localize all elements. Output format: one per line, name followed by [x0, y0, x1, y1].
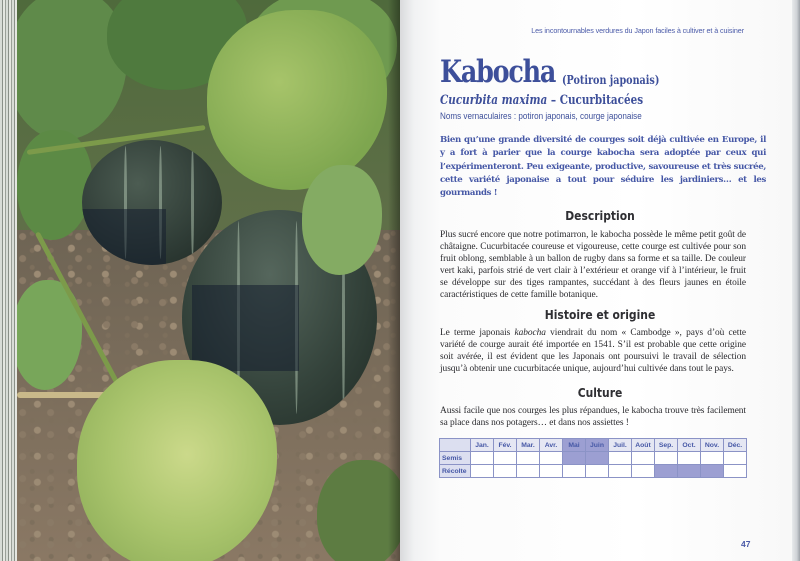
title-block [440, 54, 660, 90]
kabocha-photo [17, 0, 400, 561]
page-title: Kabocha [440, 54, 556, 90]
calendar-cell [655, 452, 678, 465]
calendar-cell [678, 452, 701, 465]
species-name: Cucurbita maxima [440, 93, 548, 108]
page-edges-right [792, 0, 800, 561]
calendar-cell-active [563, 452, 586, 465]
calendar-row-recolte [440, 465, 747, 478]
calendar-cell [701, 452, 724, 465]
calendar-cell [609, 452, 632, 465]
section-title-description: Description [565, 208, 635, 223]
calendar-cell [724, 465, 747, 478]
calendar-cell [724, 452, 747, 465]
leaf [77, 360, 277, 561]
row-label-semis: Semis [440, 452, 471, 465]
month-header: Juil. [609, 439, 632, 452]
calendar-cell [632, 452, 655, 465]
intro-paragraph: Bien qu’une grande diversité de courges soit déjà cultivée en Europe, il y a fort à parier que la courge kabocha sera adoptée par ceux qui l’expérimenteront. Peu exigeante, productive, savoureuse et très sucrée, cette variété japonaise a tout pour séduire les jardiniers… et les gourmands ! [440, 135, 766, 199]
running-head: Les incontournables verdures du Japon faciles à cultiver et à cuisiner [531, 26, 744, 35]
calendar-cell [471, 465, 494, 478]
page-edges-left [0, 0, 17, 561]
calendar-cell [563, 465, 586, 478]
history-text-italic: kabocha [514, 328, 546, 338]
vine-stem [17, 392, 107, 398]
calendar-cell [632, 465, 655, 478]
calendar-cell-active [655, 465, 678, 478]
calendar-cell [494, 452, 517, 465]
title-subtitle: (Potiron japonais) [562, 73, 660, 87]
month-header: Oct. [678, 439, 701, 452]
calendar-cell-active [701, 465, 724, 478]
culture-calendar-table [439, 438, 747, 478]
family-name: Cucurbitacées [559, 93, 644, 108]
section-title-history: Histoire et origine [544, 307, 656, 322]
history-text-part: viendrait du nom « Cambodge », pays d’où cette variété de courge aurait été importée en 1541. S’il est probable que cette origine soit avérée, il est évident que les Japonais ont poursuivi le travail de sélection jusqu’à obtenir une cucurbitacée unique, aujourd’hui cultivée dans tout le pays. [440, 328, 746, 375]
calendar-cell [494, 465, 517, 478]
month-header: Mai [563, 439, 586, 452]
calendar-cell [517, 465, 540, 478]
description-text: Plus sucré encore que notre potimarron, le kabocha possède le même petit goût de châtaigne. Cucurbitacée coureuse et vigoureuse, cette courge est cultivée pour son fruit oblong, semblable à un ballon de rugby dans sa forme et sa taille. De couleur vert kaki, parfois strié de vert clair à l’extérieur et orange vif à l’intérieur, le fruit se développe sur des tiges rampantes, succédant à des fleurs jaunes en étoile caractéristiques de cette famille botanique. [440, 230, 746, 301]
calendar-corner [440, 439, 471, 452]
month-header: Nov. [701, 439, 724, 452]
latin-separator: – [547, 93, 560, 108]
calendar-cell [517, 452, 540, 465]
history-text [440, 327, 746, 375]
month-header: Mar. [517, 439, 540, 452]
row-label-recolte: Récolte [440, 465, 471, 478]
calendar-cell [540, 465, 563, 478]
calendar-cell [471, 452, 494, 465]
month-header: Août [632, 439, 655, 452]
month-header: Juin [586, 439, 609, 452]
leaf [207, 10, 387, 190]
calendar-cell [540, 452, 563, 465]
month-header: Jan. [471, 439, 494, 452]
month-header: Avr. [540, 439, 563, 452]
latin-name [440, 93, 643, 108]
pumpkin-small [82, 140, 222, 265]
month-header: Fév. [494, 439, 517, 452]
calendar-cell [586, 465, 609, 478]
culture-text: Aussi facile que nos courges les plus répandues, le kabocha trouve très facilement sa place dans nos potagers… et dans nos assiettes ! [440, 406, 746, 429]
month-header: Sep. [655, 439, 678, 452]
calendar-cell [609, 465, 632, 478]
calendar-row-semis [440, 452, 747, 465]
calendar-cell-active [586, 452, 609, 465]
vernacular-names: Noms vernaculaires : potiron japonais, courge japonaise [440, 111, 642, 121]
calendar-cell-active [678, 465, 701, 478]
section-title-culture: Culture [577, 385, 623, 400]
page-number: 47 [741, 539, 751, 549]
history-text-part: Le terme japonais [440, 328, 515, 338]
month-header: Déc. [724, 439, 747, 452]
calendar-header-row [440, 439, 747, 452]
gutter-shadow [388, 0, 400, 561]
